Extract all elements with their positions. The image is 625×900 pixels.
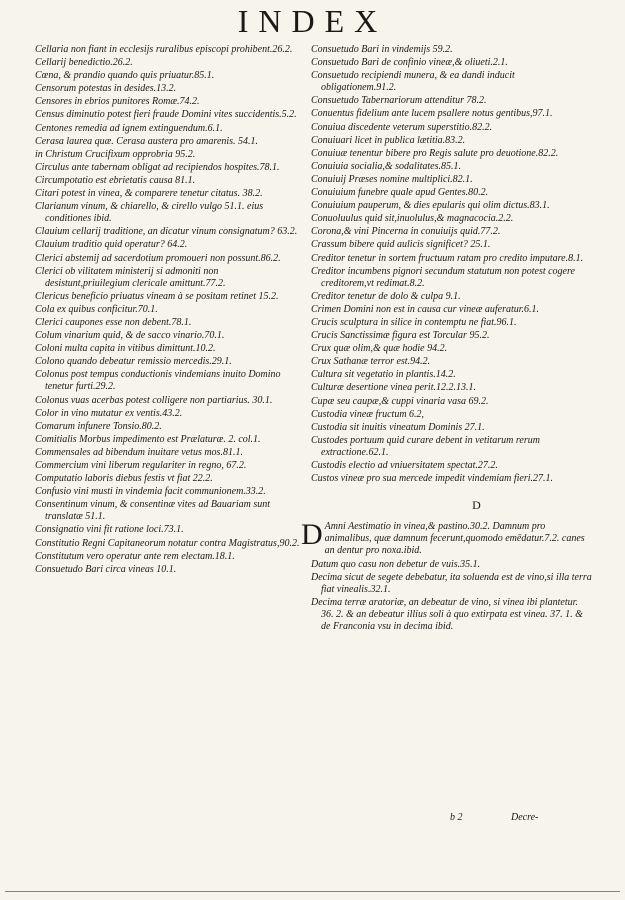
index-entry: Datum quo casu non debetur de vuis.35.1. [311, 558, 481, 570]
index-entry: Conuentus fidelium ante lucem psallere notus gentibus,97.1. [311, 108, 553, 120]
index-entry: Culturæ desertione vinea perit.12.2.13.1. [311, 382, 476, 394]
index-entry: Clauium traditio quid operatur? 64.2. [35, 239, 188, 251]
index-entry: Constitutio Regni Capitaneorum notatur contra Magistratus,90.2. [35, 537, 300, 549]
index-entry: Custodia vineæ fructum 6.2, [311, 408, 425, 420]
index-entry: Conuiuium funebre quale apud Gentes.80.2. [311, 187, 489, 199]
index-entry: Conuiuari licet in publica lætitia.83.2. [311, 134, 466, 146]
index-entry: Censorum potestas in desides.13.2. [35, 83, 177, 95]
index-entry: Conuiuij Præses nomine multiplici.82.1. [311, 173, 473, 185]
index-column-left [35, 44, 303, 577]
index-entry: Commercium vini liberum regulariter in regno, 67.2. [35, 460, 247, 471]
index-entry [301, 518, 592, 557]
section-heading-d: D [472, 498, 481, 513]
index-entry: Constitutum vero operatur ante rem electam.18.1. [35, 550, 235, 562]
index-entry: Consentinum vinum, & consentinæ vites ad Bauariam sunt translatæ 51.1. [35, 499, 270, 523]
index-entry: Circulus ante tabernam obligat ad recipiendos hospites.78.1. [35, 161, 280, 173]
index-entry: Clericus beneficio priuatus vineam à se positam retinet 15.2. [35, 290, 279, 302]
section-d-entries [311, 559, 592, 634]
index-entry: Custos vineæ pro sua mercede impedit vindemiam fieri.27.1. [311, 473, 554, 485]
index-entry: Crucis Sanctissimæ figura est Torcular 95.2. [311, 330, 490, 342]
index-entry: Comitialis Morbus impedimento est Prælaturæ. 2. col.1. [35, 433, 261, 445]
index-entry: Cola ex quibus conficitur.70.1. [35, 303, 158, 315]
index-entry: Clerici caupones esse non debent.78.1. [35, 316, 192, 328]
index-entry: Custodia sit inuitis vineatum Dominis 27.1. [311, 421, 485, 433]
index-entry: Conuiuia socialia,& sodalitates.85.1. [311, 160, 462, 172]
index-entry: Consuetudo Bari in vindemijs 59.2. [311, 44, 453, 55]
drop-cap-entry-text: Amni Aestimatio in vinea,& pastino.30.2. Damnum pro animalibus, quæ damnum fecerunt,quomodo emēdatur.7.2. canes an dentur pro noxa.ibid. [324, 521, 585, 557]
index-entry: Creditor tenetur de dolo & culpa 9.1. [311, 290, 461, 302]
index-entry: Centones remedia ad ignem extinguendum.6.1. [35, 122, 223, 134]
index-entry: Crassum bibere quid aulicis significet? 25.1. [311, 239, 491, 251]
signature-mark: b 2 [450, 812, 463, 823]
index-entry: Colonus post tempus conductionis vindemians inuito Domino tenetur furti.29.2. [35, 369, 281, 393]
index-entry: Cœna, & prandio quando quis priuatur.85.1. [35, 70, 215, 82]
index-entry: Decima terræ aratoriæ, an debeatur de vino, si vinea ibi plantetur. 36. 2. & an debeatur illius soli à quo extirpata est vinea. 37. 1. & de Franconia vsu in decima ibid. [311, 596, 583, 633]
index-entry: Colum vinarium quid, & de sacco vinario.70.1. [35, 330, 225, 342]
index-entry: Color in vino mutatur ex ventis.43.2. [35, 407, 183, 419]
right-entries [311, 44, 592, 485]
index-entry: Creditor incumbens pignori secundum statutum non potest cogere creditorem,vt redimat.8.2. [311, 265, 575, 289]
index-entry: Custodes portuum quid curare debent in vetitarum rerum extractione.62.1. [311, 434, 540, 458]
index-entry: Conuoluulus quid sit,inuolulus,& magnacocia.2.2. [311, 213, 514, 225]
index-entry: Consuetudo Bari de confinio vineæ,& oliueti.2.1. [311, 57, 508, 69]
page-edge-line [5, 891, 620, 892]
index-entry: Conuiua discedente veterum superstitio.82.2. [311, 121, 493, 133]
index-entry: Decima sicut de segete debebatur, ita soluenda est de vino,si illa terra fiat vinealis.32.1. [311, 571, 592, 595]
index-entry: Clarianum vinum, & chiarello, & cirello vulgo 51.1. eius conditiones ibid. [35, 201, 264, 225]
index-entry: Crucis sculptura in silice in contemptu ne fiat.96.1. [311, 316, 517, 328]
index-entry: Corona,& vini Pincerna in conuiuijs quid.77.2. [311, 226, 501, 238]
index-entry: Custodis electio ad vniuersitatem spectat.27.2. [311, 460, 498, 471]
index-entry: Coloni multa capita in vitibus dimittunt.10.2. [35, 343, 216, 355]
index-entry: Clerici abstemij ad sacerdotium promoueri non possunt.86.2. [35, 252, 281, 264]
index-entry: Clerici ob vilitatem ministerij si admoniti non desistunt,priuilegium clericale amittunt.77.2. [35, 265, 226, 289]
index-entry: Commensales ad bibendum inuitare vetus mos.81.1. [35, 446, 243, 458]
index-entry: Cerasa laurea quæ. Cerasa austera pro amarenis. 54.1. [35, 135, 259, 147]
index-entry: Crux Sathanæ terror est.94.2. [311, 356, 431, 368]
index-entry: Conuiuium pauperum, & dies epularis qui olim dictus.83.1. [311, 200, 550, 212]
index-entry: Computatio laboris diebus festis vt fiat 22.2. [35, 473, 213, 485]
page-footer [450, 812, 600, 823]
drop-cap-initial: D [301, 518, 323, 552]
index-entry: Cultura sit vegetatio in plantis.14.2. [311, 369, 456, 381]
index-entry: Confusio vini musti in vindemia facit communionem.33.2. [35, 486, 266, 498]
index-entry: Consuetudo Bari circa vineas 10.1. [35, 563, 177, 575]
index-entry: Circumpotatio est ebrietatis causa 81.1. [35, 174, 196, 186]
index-entry: in Christum Crucifixum opprobria 95.2. [35, 148, 196, 160]
index-entry: Cellaria non fiant in ecclesijs ruralibus episcopi prohibent.26.2. [35, 44, 293, 55]
index-entry: Censores in ebrios punitores Romæ.74.2. [35, 96, 200, 108]
catchword: Decre- [511, 812, 539, 823]
page-title: INDEX [237, 3, 388, 39]
index-entry: Consuetudo Tabernariorum attenditur 78.2. [311, 95, 487, 107]
index-entry: Census diminutio potest fieri fraude Domini vites succidentis.5.2. [35, 109, 297, 121]
index-entry: Citari potest in vinea, & comparere tenetur citatus. 38.2. [35, 188, 263, 200]
index-entry: Conuiuæ tenentur bibere pro Regis salute pro deuotione.82.2. [311, 147, 559, 159]
index-entry: Creditor tenetur in sortem fructuum ratam pro credito imputare.8.1. [311, 252, 584, 264]
index-entry: Colonus vuas acerbas potest colligere non partiarius. 30.1. [35, 394, 273, 406]
index-column-right [301, 44, 592, 634]
index-entry: Comarum infunere Tonsio.80.2. [35, 420, 162, 432]
index-entry: Crux quæ olim,& quæ hodie 94.2. [311, 343, 448, 355]
index-entry: Cupæ seu caupæ,& cuppi vinaria vasa 69.2. [311, 395, 489, 407]
index-entry: Consignatio vini fit ratione loci.73.1. [35, 524, 184, 536]
index-entry: Colono quando debeatur remissio mercedis.29.1. [35, 356, 232, 368]
index-entry: Cellarij benedictio.26.2. [35, 57, 133, 69]
index-entry: Consuetudo recipiendi munera, & ea dandi inducit obligationem.91.2. [311, 70, 515, 94]
index-entry: Crimen Domini non est in causa cur vineæ auferatur.6.1. [311, 303, 540, 315]
index-entry: Clauium cellarij traditione, an dicatur vinum consignatum? 63.2. [35, 226, 298, 238]
